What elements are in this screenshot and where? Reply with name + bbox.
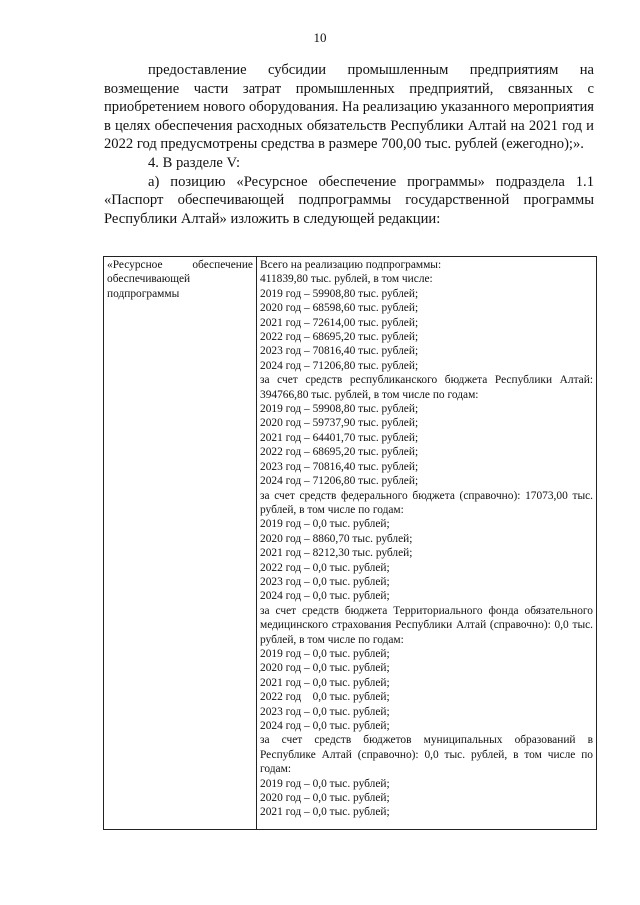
list-item: 2021 год – 0,0 тыс. рублей; (260, 676, 390, 689)
list-item: 2024 год – 71206,80 тыс. рублей; (260, 475, 419, 488)
list-item: 2022 год – 68695,20 тыс. рублей; (260, 331, 419, 344)
resource-table (103, 256, 597, 830)
list-item: 2023 год – 70816,40 тыс. рублей; (260, 460, 419, 473)
paragraph-section-v: 4. В разделе V: (148, 154, 241, 171)
republic-intro: за счет средств республиканского бюджета Республики Алтай: 394766,80 тыс. рублей, в том числе по годам: (260, 374, 593, 401)
list-item: 2022 год – 68695,20 тыс. рублей; (260, 446, 419, 459)
list-item: 2019 год – 59908,80 тыс. рублей; (260, 287, 419, 300)
municipal-years-list (260, 777, 593, 820)
list-item: 2020 год – 68598,60 тыс. рублей; (260, 302, 419, 315)
total-years-list (260, 287, 593, 373)
total-intro: Всего на реализацию подпрограммы: (260, 259, 442, 271)
municipal-intro: за счет средств бюджетов муниципальных образований в Республике Алтай (справочно): 0,0 тыс. рублей, в том числе по годам: (260, 734, 593, 776)
tfoms-intro: за счет средств бюджета Территориального фонда обязательного медицинского страхования Республики Алтай (справочно): 0,0 тыс. рублей, в том числе по годам: (260, 604, 593, 646)
resource-value-cell (257, 257, 597, 830)
list-item: 2019 год – 59908,80 тыс. рублей; (260, 403, 419, 416)
list-item: 2020 год – 0,0 тыс. рублей; (260, 662, 390, 675)
page-number: 10 (313, 30, 327, 45)
resource-label: «Ресурсное обеспечение обеспечивающей подпрограммы (107, 259, 253, 300)
list-item: 2024 год – 0,0 тыс. рублей; (260, 720, 390, 732)
list-item: 2021 год – 72614,00 тыс. рублей; (260, 316, 419, 329)
list-item: 2020 год – 0,0 тыс. рублей; (260, 792, 390, 805)
list-item: 2021 год – 0,0 тыс. рублей; (260, 806, 390, 819)
list-item: 2021 год – 8212,30 тыс. рублей; (260, 547, 413, 560)
list-item: 2024 год – 0,0 тыс. рублей; (260, 590, 390, 603)
federal-years-list (260, 517, 593, 603)
body-text (104, 61, 594, 228)
paragraph-amendment: а) позицию «Ресурсное обеспечение программы» подраздела 1.1 «Паспорт обеспечивающей подпрограммы государственной программы Республики Алтай» изложить в следующей редакции: (104, 173, 594, 227)
tfoms-years-list (260, 647, 593, 733)
list-item: 2019 год – 0,0 тыс. рублей; (260, 777, 390, 790)
list-item: 2023 год – 0,0 тыс. рублей; (260, 705, 390, 718)
list-item: 2024 год – 71206,80 тыс. рублей; (260, 359, 419, 372)
resource-label-cell (104, 257, 257, 830)
total-sum: 411839,80 тыс. рублей, в том числе: (260, 273, 433, 286)
federal-intro: за счет средств федерального бюджета (справочно): 17073,00 тыс. рублей, в том числе по годам: (260, 489, 593, 516)
list-item: 2019 год – 0,0 тыс. рублей; (260, 647, 390, 660)
table-row (104, 257, 597, 830)
republic-years-list (260, 402, 593, 488)
list-item: 2019 год – 0,0 тыс. рублей; (260, 518, 390, 531)
list-item: 2022 год – 0,0 тыс. рублей; (260, 561, 390, 574)
list-item: 2022 год 0,0 тыс. рублей; (260, 691, 390, 704)
list-item: 2020 год – 8860,70 тыс. рублей; (260, 532, 413, 545)
list-item: 2021 год – 64401,70 тыс. рублей; (260, 431, 419, 444)
paragraph-subsidy: предоставление субсидии промышленным предприятиям на возмещение части затрат промышленных предприятий, связанных с приобретением нового оборудования. На реализацию указанного мероприятия в целях обеспечения расходных обязательств Республики Алтай на 2021 год и 2022 год предусмотрены средства в размере 700,00 тыс. рублей (ежегодно);». (104, 62, 594, 153)
list-item: 2023 год – 0,0 тыс. рублей; (260, 575, 390, 588)
list-item: 2023 год – 70816,40 тыс. рублей; (260, 345, 419, 358)
list-item: 2020 год – 59737,90 тыс. рублей; (260, 417, 419, 430)
